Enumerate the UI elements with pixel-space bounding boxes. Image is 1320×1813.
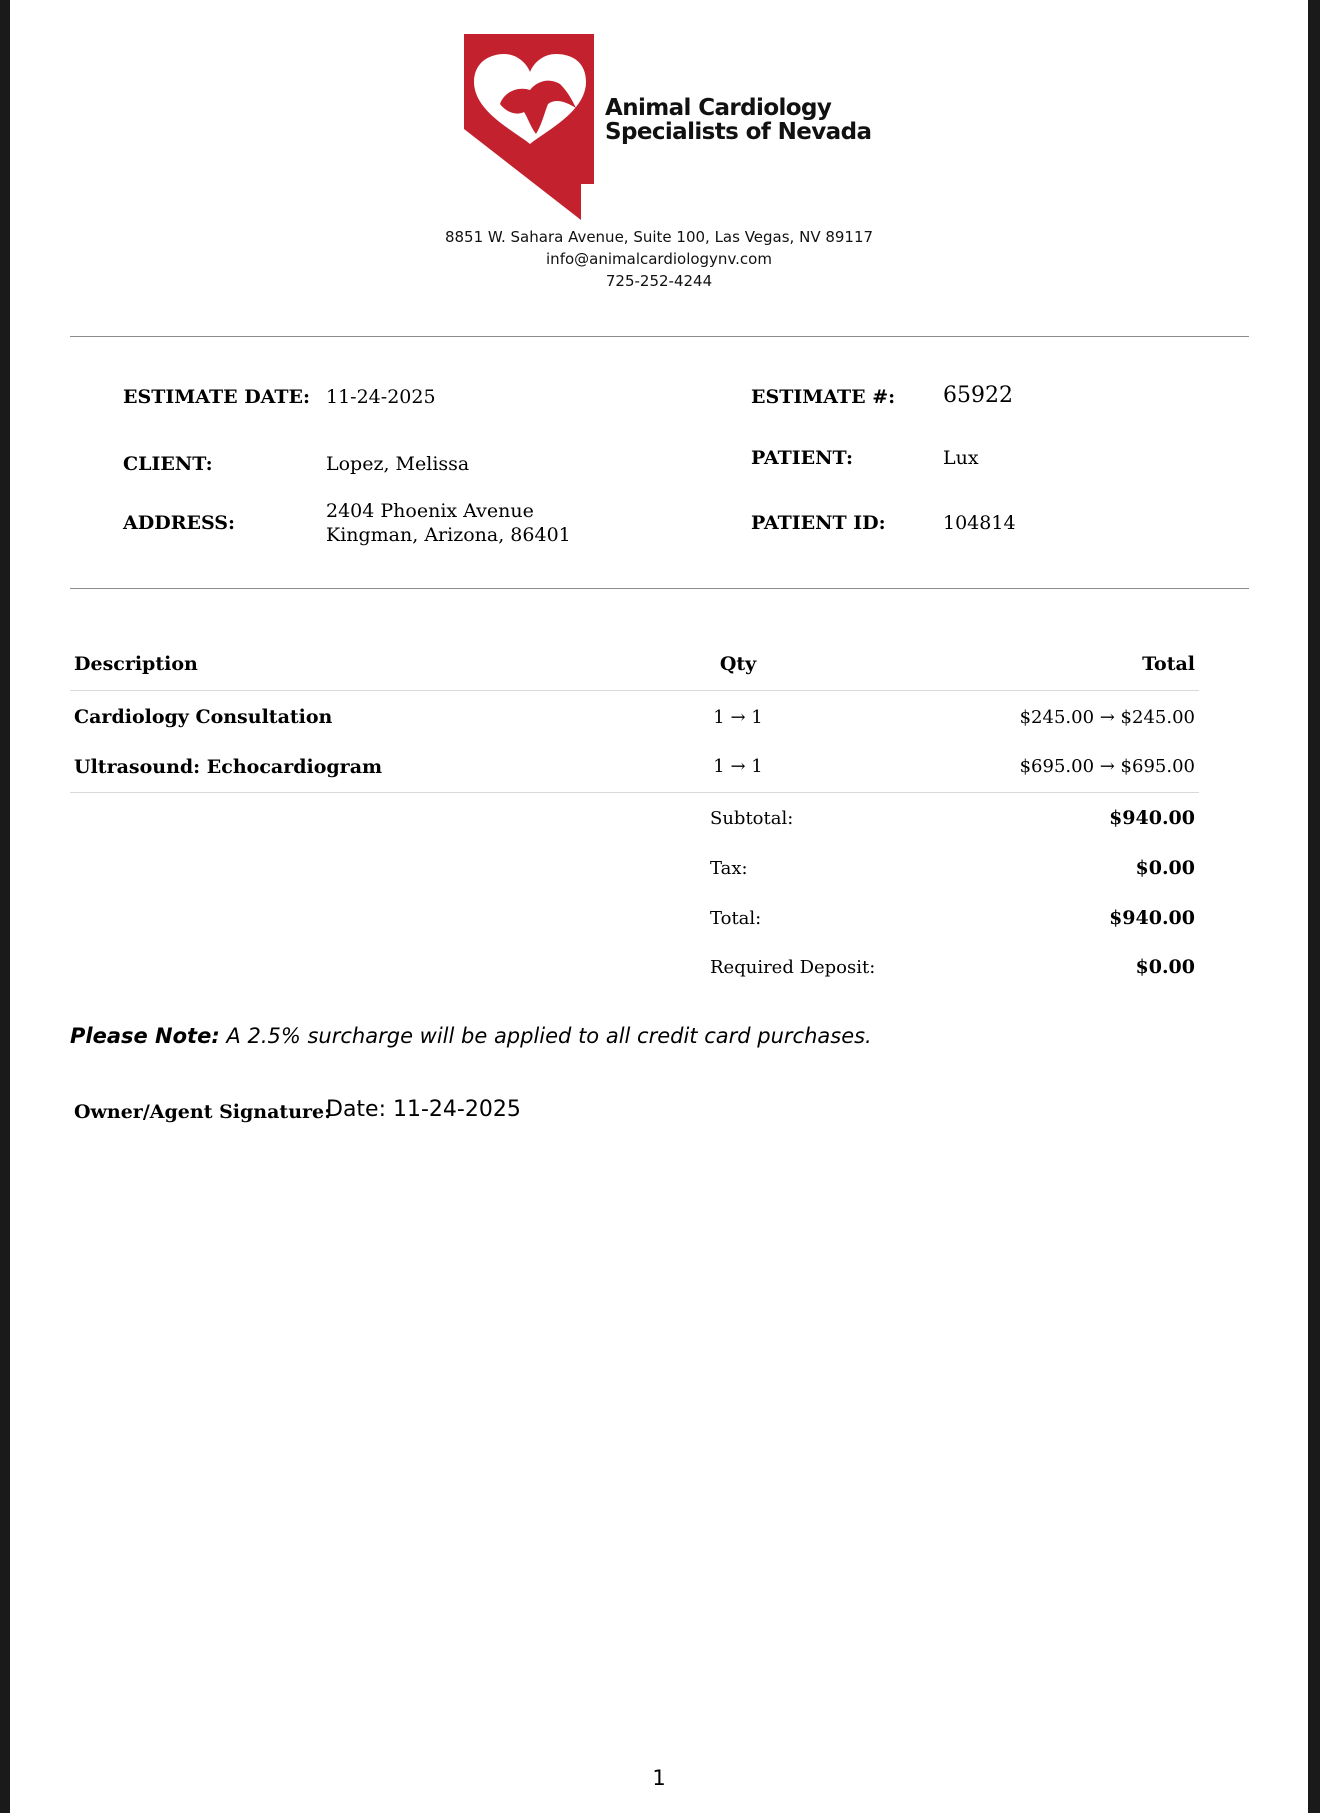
divider-middle [70,588,1249,589]
clinic-address: 8851 W. Sahara Avenue, Suite 100, Las Vegas, NV 89117 [444,228,874,246]
deposit-value: $0.00 [1135,956,1195,978]
row-description: Cardiology Consultation [74,706,333,728]
nevada-heart-logo-icon [464,34,604,224]
estimate-date-value: 11-24-2025 [326,386,436,408]
col-header-qty: Qty [719,653,757,675]
signature-date: Date: 11-24-2025 [326,1097,521,1122]
row-total: $245.00 → $245.00 [1019,707,1195,728]
estimate-date-label: ESTIMATE DATE: [123,386,311,408]
clinic-logo [464,34,884,224]
signature-label: Owner/Agent Signature: [74,1101,332,1123]
address-label: ADDRESS: [123,512,236,534]
document-page [10,0,1308,1813]
divider-top [70,336,1249,337]
row-total: $695.00 → $695.00 [1019,756,1195,777]
surcharge-note [70,1024,872,1048]
clinic-contact [10,226,1308,292]
row-qty: 1 → 1 [713,707,763,728]
tax-value: $0.00 [1135,857,1195,879]
row-qty: 1 → 1 [713,756,763,777]
address-line-1: 2404 Phoenix Avenue [326,500,534,522]
subtotal-label: Subtotal: [710,808,794,829]
patient-id-label: PATIENT ID: [751,512,886,534]
tax-label: Tax: [710,858,748,879]
table-header-rule [70,690,1199,691]
page-number: 1 [652,1766,666,1790]
subtotal-value: $940.00 [1109,807,1195,829]
total-label: Total: [710,908,762,929]
col-header-description: Description [74,653,198,675]
note-text: A 2.5% surcharge will be applied to all credit card purchases. [219,1024,872,1048]
address-line-2: Kingman, Arizona, 86401 [326,524,571,546]
row-description: Ultrasound: Echocardiogram [74,756,383,778]
clinic-email: info@animalcardiologynv.com [546,250,772,268]
total-value: $940.00 [1109,907,1195,929]
patient-label: PATIENT: [751,447,853,469]
table-bottom-rule [70,792,1199,793]
patient-id-value: 104814 [943,512,1016,534]
client-value: Lopez, Melissa [326,453,470,475]
client-label: CLIENT: [123,453,213,475]
clinic-phone: 725-252-4244 [605,272,713,290]
estimate-number-label: ESTIMATE #: [751,386,896,408]
clinic-name: Animal Cardiology Specialists of Nevada [605,95,872,145]
col-header-total: Total [1142,653,1195,675]
note-prefix: Please Note: [70,1024,220,1048]
estimate-number-value: 65922 [943,383,1013,408]
deposit-label: Required Deposit: [710,957,876,978]
patient-value: Lux [943,447,979,469]
